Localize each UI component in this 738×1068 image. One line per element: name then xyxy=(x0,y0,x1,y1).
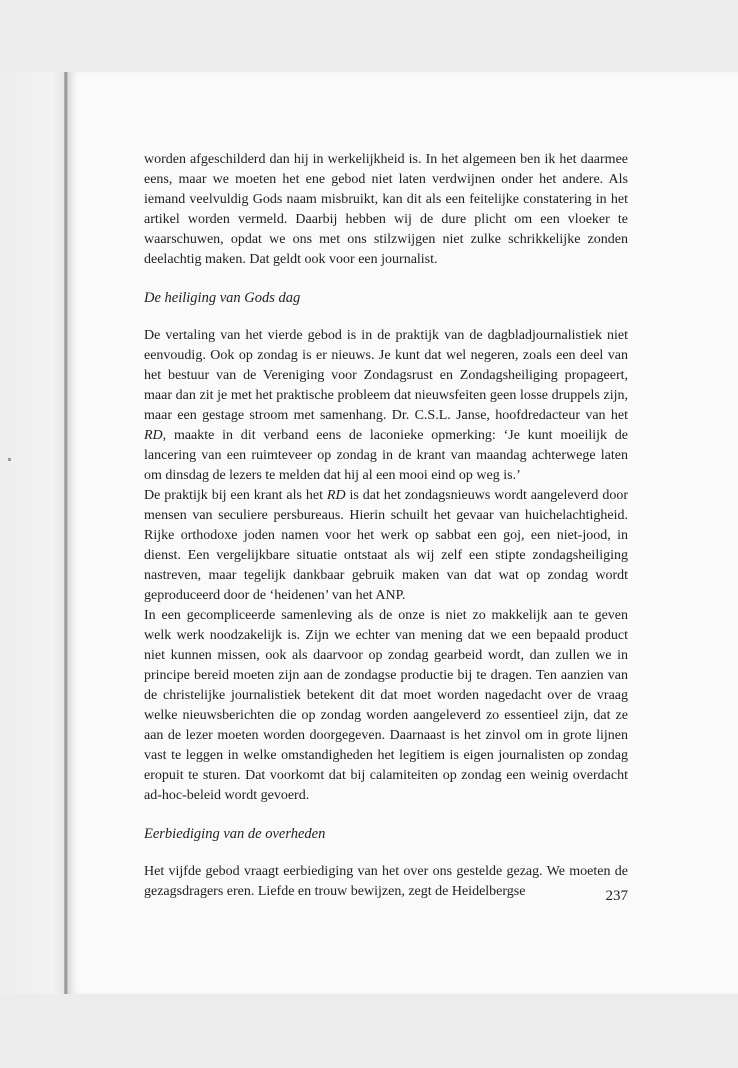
paragraph-sabbath-3: In een gecompliceerde samenleving als de onze is niet zo makkelijk aan te geven welk werk noodzakelijk is. Zijn we echter van mening dat we een bepaald product niet kunnen missen, ook als daarvoor op zondag gearbeid wordt, dan zullen we in principe bereid moeten zijn aan de zondagse productie bij te dragen. Ten aanzien van de christelijke journalistiek betekent dit dat moet worden nagedacht over de vraag welke nieuwsberichten die op zondag worden aangeleverd zo essentieel zijn, dat ze aan de lezer moeten worden doorgegeven. Daarnaast is het zinvol om in grote lijnen vast te leggen in welke omstandigheden het legitiem is eigen journalisten op zondag eropuit te sturen. Dat voorkomt dat bij calamiteiten op zondag een weinig overdacht ad-hoc-beleid wordt gevoerd. xyxy=(144,608,628,803)
scan-mark xyxy=(8,458,11,461)
rd-abbreviation: RD xyxy=(326,488,346,503)
paragraph-text: De praktijk bij een krant als het xyxy=(144,488,327,503)
heading-authorities: Eerbiediging van de overheden xyxy=(144,826,326,842)
left-page-edge xyxy=(0,72,66,994)
page-number: 237 xyxy=(605,888,628,904)
page-text xyxy=(144,150,628,902)
heading-sabbath: De heiliging van Gods dag xyxy=(144,290,301,306)
paragraph-text: is dat het zondagsnieuws wordt aangeleverd door mensen van seculiere persbureaus. Hierin schuilt het gevaar van huichelachtigheid. Rijke orthodoxe joden namen voor het werk op sabbat een goj, een niet-jood, in dienst. Een vergelijkbare situatie ontstaat als wij zelf een stipte zondagsheiliging nastreven, maar tegelijk dankbaar gebruik maken van dat wat op zondag wordt geproduceerd door de ‘heidenen’ van het ANP. xyxy=(144,488,629,603)
paragraph-text: De vertaling van het vierde gebod is in de praktijk van de dagbladjournalistiek niet eenvoudig. Ook op zondag is er nieuws. Je kunt dat wel negeren, zoals een deel van het bestuur van de Vereniging voor Zondagsrust en Zondagsheiliging propageert, maar dan zit je met het praktische probleem dat nieuwsfeiten geen losse druppels zijn, maar een gestage stroom met samenhang. Dr. C.S.L. Janse, hoofdredacteur van het xyxy=(144,328,628,423)
rd-abbreviation: RD xyxy=(144,428,163,443)
paragraph-authorities-1: Het vijfde gebod vraagt eerbiediging van het over ons gestelde gezag. We moeten de gezagsdragers eren. Liefde en trouw bewijzen, zegt de Heidelbergse xyxy=(144,864,628,899)
book-page xyxy=(68,72,738,994)
paragraph-sabbath-1 xyxy=(144,326,628,486)
paragraph-text: , maakte in dit verband eens de laconieke opmerking: ‘Je kunt moeilijk de lancering van een ruimteveer op zondag in de krant van maandag achterwege laten om dinsdag de lezers te melden dat hij al een mooi eind op weg is.’ xyxy=(144,428,628,483)
paragraph-sabbath-2 xyxy=(144,486,628,606)
intro-paragraph: worden afgeschilderd dan hij in werkelijkheid is. In het algemeen ben ik het daarmee eens, maar we moeten het ene gebod niet laten verdwijnen onder het andere. Als iemand veelvuldig Gods naam misbruikt, kan dit als een feitelijke constatering in het artikel worden vermeld. Daarbij hebben wij de dure plicht om een vloeker te waarschuwen, opdat we ons met ons stilzwijgen niet zulke schrikkelijke zonden deelachtig maken. Dat geldt ook voor een journalist. xyxy=(144,152,628,267)
